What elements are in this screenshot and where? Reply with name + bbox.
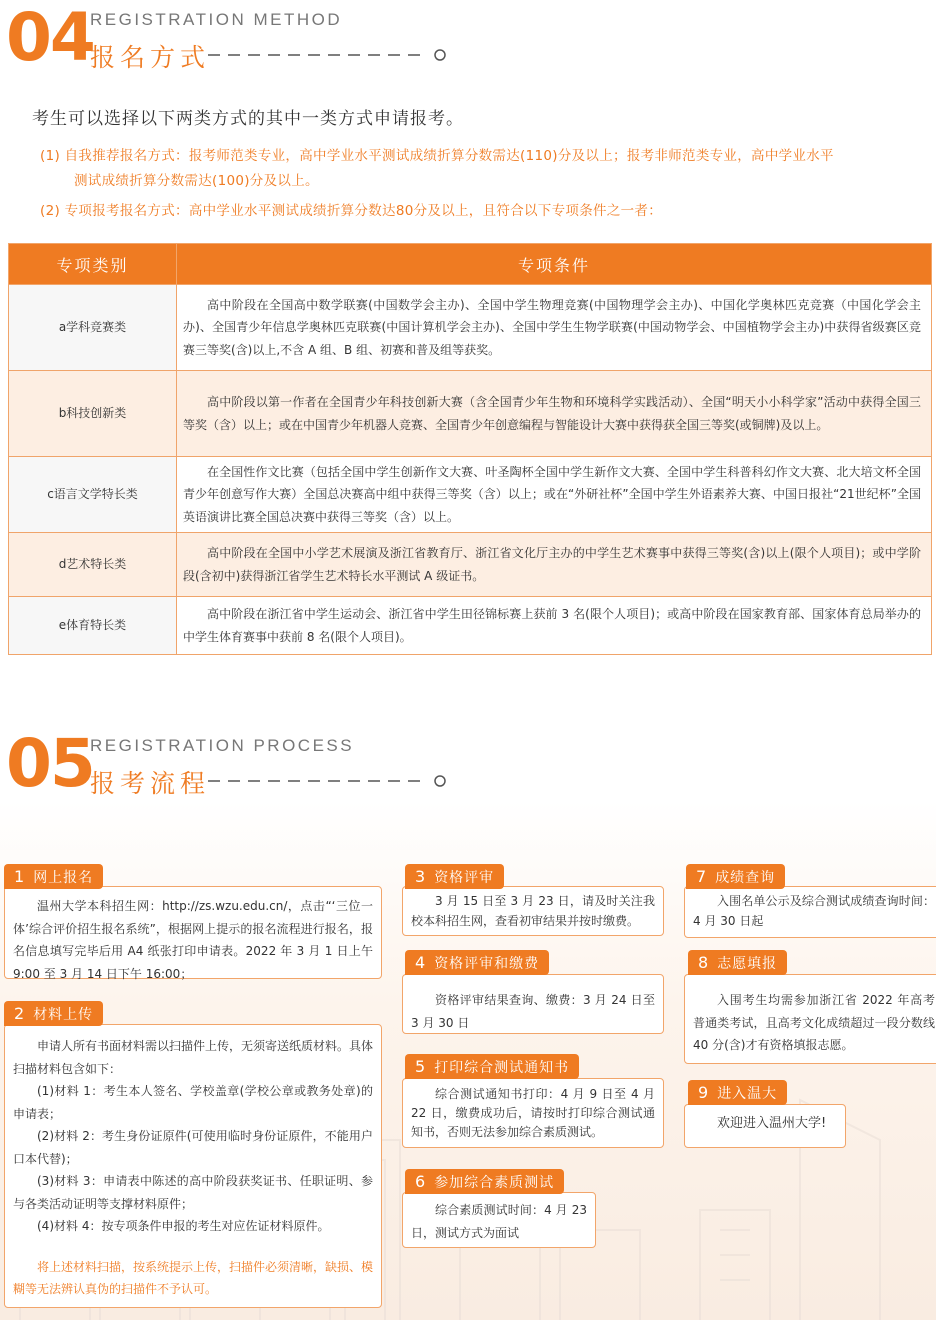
step-title: 参加综合素质测试 bbox=[434, 1175, 555, 1191]
section-header-04 bbox=[6, 0, 466, 76]
intro-text: 考生可以选择以下两类方式的其中一类方式申请报考。 bbox=[32, 109, 464, 129]
step-6-tag bbox=[405, 1169, 564, 1194]
step-2-note: 将上述材料扫描，按系统提示上传，扫描件必须清晰，缺损、模糊等无法辨认真伪的扫描件不予认可。 bbox=[13, 1259, 374, 1296]
dashed-line-decoration bbox=[208, 774, 448, 788]
condition-2: (2) 专项报考报名方式：高中学业水平测试成绩折算分数达80分及以上，且符合以下专项条件之一者： bbox=[40, 203, 662, 219]
step-7-tag bbox=[686, 864, 785, 889]
step-1-text: 温州大学本科招生网：http://zs.wzu.edu.cn/，点击“‘三位一体’综合评价招生报名系统”，根据网上提示的报名流程进行报名，报名信息填写完毕后用 A4 纸张打印申请表。2022 年 3 月 1 日上午 9:00 至 3 月 14 日下午 16:00； bbox=[13, 899, 373, 981]
step-title: 志愿填报 bbox=[717, 956, 778, 972]
step-title: 资格评审 bbox=[434, 870, 495, 886]
step-title: 打印综合测试通知书 bbox=[434, 1060, 570, 1076]
step-7-text: 入围名单公示及综合测试成绩查询时间：4 月 30 日起 bbox=[693, 894, 935, 928]
condition-cell: 高中阶段在全国中小学艺术展演及浙江省教育厅、浙江省文化厅主办的中学生艺术赛事中获得三等奖(含)以上(限个人项目)；或中学阶段(含初中)获得浙江省学生艺术特长水平测试 A 级证书。 bbox=[177, 533, 932, 597]
category-cell: c语言文学特长类 bbox=[9, 457, 177, 533]
step-title: 材料上传 bbox=[33, 1007, 94, 1023]
step-6-text: 综合素质测试时间：4 月 23 日，测试方式为面试 bbox=[411, 1203, 587, 1240]
category-cell: e体育特长类 bbox=[9, 597, 177, 655]
step-2-material-1: (1)材料 1：考生本人签名、学校盖章(学校公章或教务处章)的申请表； bbox=[13, 1084, 373, 1121]
category-cell: a学科竞赛类 bbox=[9, 285, 177, 371]
step-9-text: 欢迎进入温州大学! bbox=[717, 1116, 827, 1131]
step-2-paragraph: 申请人所有书面材料需以扫描件上传，无须寄送纸质材料。具体扫描材料包含如下： bbox=[13, 1039, 374, 1076]
step-9-tag bbox=[688, 1080, 787, 1105]
step-2-box bbox=[4, 1024, 382, 1308]
step-title: 资格评审和缴费 bbox=[434, 956, 540, 972]
condition-cell: 高中阶段在全国高中数学联赛(中国数学会主办)、全国中学生物理竞赛(中国物理学会主办)、中国化学奥林匹克竞赛（中国化学会主办)、全国青少年信息学奥林匹克联赛(中国计算机学会主办)、全国中学生生物学联赛(中国动物学会、中国植物学会主办)中获得省级赛区竞赛三等奖(含)以上,不含 A 组、B 组、初赛和普及组等获奖。 bbox=[177, 285, 932, 371]
step-2-tag bbox=[4, 1001, 103, 1026]
step-6-box bbox=[402, 1192, 596, 1248]
step-8-tag bbox=[688, 950, 787, 975]
step-number: 5 bbox=[415, 1057, 427, 1076]
step-3-box bbox=[402, 886, 664, 936]
section-title-cn: 报考流程 bbox=[90, 769, 211, 798]
condition-cell: 高中阶段在浙江省中学生运动会、浙江省中学生田径锦标赛上获前 3 名(限个人项目)；或高中阶段在国家教育部、国家体育总局举办的中学生体育赛事中获前 8 名(限个人项目)。 bbox=[177, 597, 932, 655]
step-4-box bbox=[402, 974, 664, 1034]
section-number: 04 bbox=[6, 0, 94, 76]
condition-cell: 在全国性作文比赛（包括全国中学生创新作文大赛、叶圣陶杯全国中学生新作文大赛、全国中学生科普科幻作文大赛、北大培文杯全国青少年创意写作大赛）全国总决赛高中组中获得三等奖（含）以上；或在“外研社杯”全国中学生外语素养大赛、中国日报社“21世纪杯”全国英语演讲比赛全国总决赛中获得三等奖（含）以上。 bbox=[177, 457, 932, 533]
column-header-condition: 专项条件 bbox=[177, 244, 932, 285]
section-title-en: REGISTRATION METHOD bbox=[90, 10, 343, 29]
table-row bbox=[9, 533, 932, 597]
step-number: 9 bbox=[698, 1083, 710, 1102]
step-1-box bbox=[4, 886, 382, 979]
step-3-tag bbox=[405, 864, 504, 889]
step-5-tag bbox=[405, 1054, 579, 1079]
step-4-tag bbox=[405, 950, 549, 975]
step-8-box bbox=[684, 974, 936, 1064]
condition-1-line-1: (1) 自我推荐报名方式：报考师范类专业，高中学业水平测试成绩折算分数需达(110)分及以上；报考非师范类专业，高中学业水平 bbox=[40, 148, 834, 164]
category-cell: d艺术特长类 bbox=[9, 533, 177, 597]
table-row bbox=[9, 371, 932, 457]
step-2-material-3: (3)材料 3：申请表中陈述的高中阶段获奖证书、任职证明、参与各类活动证明等支撑材料原件； bbox=[13, 1174, 373, 1211]
step-number: 1 bbox=[14, 867, 26, 886]
step-2-material-4: (4)材料 4：按专项条件申报的考生对应佐证材料原件。 bbox=[37, 1219, 330, 1233]
step-title: 成绩查询 bbox=[715, 870, 776, 886]
step-title: 进入温大 bbox=[717, 1086, 778, 1102]
condition-cell: 高中阶段以第一作者在全国青少年科技创新大赛（含全国青少年生物和环境科学实践活动）、全国“明天小小科学家”活动中获得全国三等奖（含）以上；或在中国青少年机器人竞赛、全国青少年创意编程与智能设计大赛中获得获全国三等奖(或铜牌)及以上。 bbox=[177, 371, 932, 457]
step-number: 7 bbox=[696, 867, 708, 886]
table-header-row bbox=[9, 244, 932, 285]
step-number: 6 bbox=[415, 1172, 427, 1191]
section-title-en: REGISTRATION PROCESS bbox=[90, 736, 355, 755]
category-cell: b科技创新类 bbox=[9, 371, 177, 457]
step-8-text: 入围考生均需参加浙江省 2022 年高考普通类考试，且高考文化成绩超过一段分数线 40 分(含)才有资格填报志愿。 bbox=[693, 993, 935, 1052]
step-5-box bbox=[402, 1078, 664, 1148]
step-number: 3 bbox=[415, 867, 427, 886]
table-row bbox=[9, 457, 932, 533]
step-5-text: 综合测试通知书打印：4 月 9 日至 4 月 22 日，缴费成功后，请按时打印综合测试通知书，否则无法参加综合素质测试。 bbox=[411, 1087, 655, 1139]
column-header-category: 专项类别 bbox=[9, 244, 177, 285]
step-9-box bbox=[684, 1104, 846, 1148]
section-header-05 bbox=[6, 725, 466, 802]
condition-1-line-2: 测试成绩折算分数需达(100)分及以上。 bbox=[74, 173, 319, 189]
step-title: 网上报名 bbox=[33, 870, 94, 886]
step-number: 2 bbox=[14, 1004, 26, 1023]
section-number: 05 bbox=[6, 725, 94, 802]
table-row bbox=[9, 285, 932, 371]
step-3-text: 3 月 15 日至 3 月 23 日，请及时关注我校本科招生网，查看初审结果并按时缴费。 bbox=[411, 894, 655, 928]
dashed-line-decoration bbox=[208, 48, 448, 62]
section-title-cn: 报名方式 bbox=[90, 43, 211, 72]
table-row bbox=[9, 597, 932, 655]
step-1-tag bbox=[4, 864, 103, 889]
step-number: 8 bbox=[698, 953, 710, 972]
step-7-box bbox=[684, 886, 936, 938]
step-number: 4 bbox=[415, 953, 427, 972]
step-4-text: 资格评审结果查询、缴费：3 月 24 日至 3 月 30 日 bbox=[411, 993, 655, 1030]
special-conditions-table bbox=[8, 243, 932, 655]
step-2-material-2: (2)材料 2：考生身份证原件(可使用临时身份证原件，不能用户口本代替)； bbox=[13, 1129, 373, 1166]
